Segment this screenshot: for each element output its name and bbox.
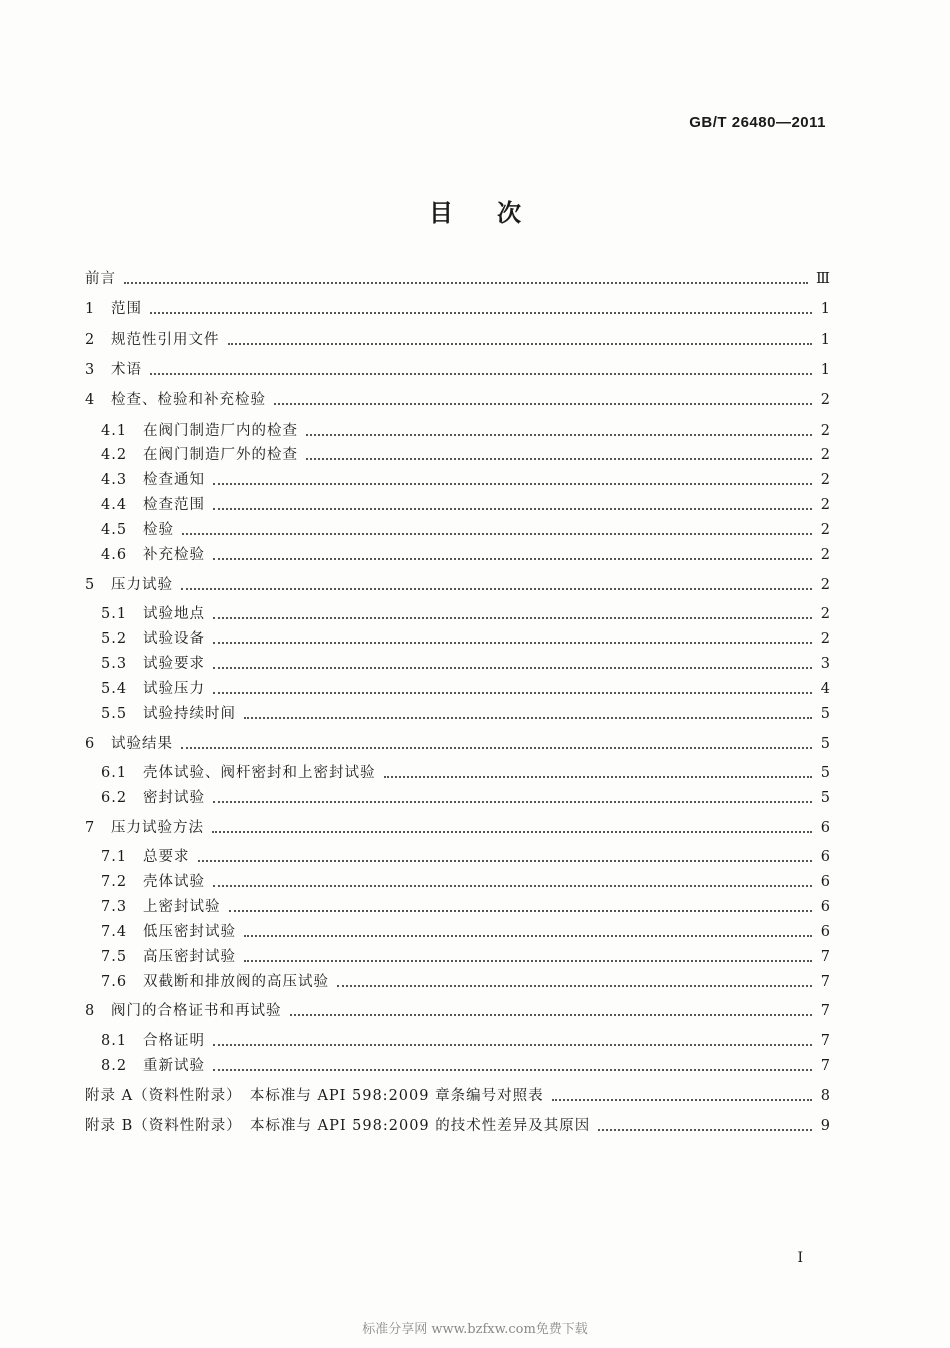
toc-entry-page: 2 [820, 497, 830, 513]
toc-entry-page: 5 [820, 706, 830, 722]
toc-entry[interactable] [85, 762, 830, 782]
toc-entry-number: 4.6 [101, 547, 128, 563]
toc-entry-page: 5 [820, 736, 830, 752]
toc-entry-number: 5.3 [101, 656, 128, 672]
toc-entry-page: 5 [820, 765, 830, 781]
dot-leader [213, 507, 812, 510]
toc-entry[interactable] [85, 494, 830, 514]
toc-entry-label: 壳体试验 [143, 874, 205, 890]
toc-entry-page: 1 [820, 362, 830, 378]
dot-leader [337, 984, 812, 987]
standard-number: GB/T 26480—2011 [689, 114, 826, 131]
toc-entry-number: 5 [85, 577, 96, 593]
toc-entry[interactable] [85, 544, 830, 564]
dot-leader [150, 372, 812, 375]
dot-leader [213, 482, 812, 485]
toc-entry-page: 3 [820, 656, 830, 672]
toc-entry-page: 2 [820, 631, 830, 647]
toc-entry-label: 在阀门制造厂外的检查 [143, 447, 298, 463]
toc-entry-label: 试验要求 [143, 656, 205, 672]
toc-entry-label: 总要求 [143, 849, 190, 865]
toc-entry-number: 4.2 [101, 447, 128, 463]
toc-entry-number: 4 [85, 392, 96, 408]
toc-entry-label: 试验结果 [111, 736, 173, 752]
toc-entry-page: 7 [820, 1003, 830, 1019]
toc-entry[interactable] [85, 329, 830, 349]
toc-entry-label: 重新试验 [143, 1058, 205, 1074]
toc-entry[interactable] [85, 444, 830, 464]
dot-leader [213, 800, 812, 803]
toc-entry-label: 规范性引用文件 [111, 332, 220, 348]
page-number: Ⅰ [797, 1250, 803, 1266]
toc-entry[interactable] [85, 1055, 830, 1075]
toc-entry[interactable] [85, 389, 830, 409]
dot-leader [229, 909, 813, 912]
dot-leader [244, 716, 812, 719]
dot-leader [552, 1098, 812, 1101]
dot-leader [213, 1068, 812, 1071]
toc-entry-page: 6 [820, 899, 830, 915]
toc-entry[interactable] [85, 678, 830, 698]
toc-entry-number: 7.2 [101, 874, 128, 890]
toc-entry-page: Ⅲ [816, 271, 830, 287]
watermark-footer: 标准分享网 www.bzfxw.com免费下载 [362, 1322, 588, 1337]
toc-entry-number: 4.3 [101, 472, 128, 488]
toc-entry-page: 2 [820, 392, 830, 408]
page-title: 目次 [429, 198, 565, 227]
toc-entry[interactable] [85, 268, 830, 288]
toc-entry-page: 2 [820, 606, 830, 622]
toc-entry-number: 5.4 [101, 681, 128, 697]
toc-entry-page: 7 [820, 1058, 830, 1074]
toc-entry[interactable] [85, 420, 830, 440]
toc-entry-page: 4 [820, 681, 830, 697]
toc-entry-label: 试验地点 [143, 606, 205, 622]
toc-entry-label: 试验持续时间 [143, 706, 236, 722]
toc-entry-number: 1 [85, 301, 96, 317]
toc-entry-label: 检验 [143, 522, 174, 538]
toc-entry-label: 压力试验方法 [111, 820, 204, 836]
toc-entry-page: 7 [820, 974, 830, 990]
dot-leader [306, 433, 812, 436]
toc-entry-page: 5 [820, 790, 830, 806]
toc-entry-label: 阀门的合格证书和再试验 [111, 1003, 282, 1019]
dot-leader [213, 884, 812, 887]
toc-entry-label: 前言 [85, 271, 116, 287]
dot-leader [182, 532, 812, 535]
toc-entry-number: 5.1 [101, 606, 128, 622]
toc-entry-number: 7.4 [101, 924, 128, 940]
toc-entry-page: 1 [820, 332, 830, 348]
toc-entry-label: 壳体试验、阀杆密封和上密封试验 [143, 765, 376, 781]
dot-leader [212, 830, 812, 833]
toc-entry-page: 2 [820, 522, 830, 538]
toc-entry-label: 合格证明 [143, 1033, 205, 1049]
toc-entry-page: 7 [820, 1033, 830, 1049]
dot-leader [228, 342, 813, 345]
toc-entry[interactable] [85, 896, 830, 916]
toc-entry-label: 附录 B（资料性附录） 本标准与 API 598:2009 的技术性差异及其原因 [85, 1118, 591, 1134]
toc-entry-number: 5.2 [101, 631, 128, 647]
dot-leader [213, 666, 812, 669]
toc-entry-label: 在阀门制造厂内的检查 [143, 423, 298, 439]
toc-entry-label: 补充检验 [143, 547, 205, 563]
dot-leader [213, 557, 812, 560]
toc-entry-label: 检查、检验和补充检验 [111, 392, 266, 408]
toc-entry[interactable] [85, 469, 830, 489]
toc-entry-number: 7.6 [101, 974, 128, 990]
toc-entry[interactable] [85, 817, 830, 837]
toc-entry-number: 7.1 [101, 849, 128, 865]
toc-entry[interactable] [85, 703, 830, 723]
toc-entry[interactable] [85, 946, 830, 966]
dot-leader [274, 402, 812, 405]
toc-entry-page: 2 [820, 577, 830, 593]
toc-entry[interactable] [85, 519, 830, 539]
toc-entry-number: 3 [85, 362, 96, 378]
toc-entry[interactable] [85, 1030, 830, 1050]
dot-leader [244, 934, 812, 937]
toc-entry[interactable] [85, 787, 830, 807]
toc-entry[interactable] [85, 653, 830, 673]
dot-leader [598, 1128, 812, 1131]
dot-leader [213, 616, 812, 619]
toc-entry-number: 2 [85, 332, 96, 348]
toc-entry-number: 7 [85, 820, 96, 836]
toc-entry-number: 7.3 [101, 899, 128, 915]
toc-entry-page: 8 [820, 1088, 830, 1104]
toc-entry-page: 6 [820, 924, 830, 940]
toc-entry[interactable] [85, 359, 830, 379]
dot-leader [198, 859, 813, 862]
toc-entry-page: 9 [820, 1118, 830, 1134]
toc-entry[interactable] [85, 298, 830, 318]
toc-entry-page: 2 [820, 447, 830, 463]
toc-entry-label: 高压密封试验 [143, 949, 236, 965]
toc-entry-page: 2 [820, 547, 830, 563]
dot-leader [150, 311, 812, 314]
toc-entry-label: 双截断和排放阀的高压试验 [143, 974, 329, 990]
toc-entry-page: 6 [820, 849, 830, 865]
dot-leader [124, 281, 808, 284]
toc-entry-number: 4.5 [101, 522, 128, 538]
dot-leader [213, 641, 812, 644]
dot-leader [181, 587, 812, 590]
toc-entry[interactable] [85, 871, 830, 891]
dot-leader [306, 457, 812, 460]
toc-entry-number: 8.2 [101, 1058, 128, 1074]
toc-entry-label: 上密封试验 [143, 899, 221, 915]
toc-entry-label: 试验压力 [143, 681, 205, 697]
toc-entry-number: 6.2 [101, 790, 128, 806]
toc-entry[interactable] [85, 971, 830, 991]
toc-entry-number: 6 [85, 736, 96, 752]
toc-entry-number: 4.4 [101, 497, 128, 513]
dot-leader [213, 1043, 812, 1046]
toc-entry-page: 6 [820, 820, 830, 836]
toc-entry-label: 低压密封试验 [143, 924, 236, 940]
toc-entry-page: 1 [820, 301, 830, 317]
dot-leader [213, 691, 812, 694]
toc-entry[interactable] [85, 603, 830, 623]
toc-entry-page: 7 [820, 949, 830, 965]
toc-entry-number: 4.1 [101, 423, 128, 439]
toc-entry-label: 检查通知 [143, 472, 205, 488]
toc-entry[interactable] [85, 1085, 830, 1105]
toc-entry-number: 8 [85, 1003, 96, 1019]
toc-entry[interactable] [85, 921, 830, 941]
toc-entry[interactable] [85, 574, 830, 594]
toc-entry-number: 7.5 [101, 949, 128, 965]
toc-entry[interactable] [85, 628, 830, 648]
dot-leader [244, 959, 812, 962]
toc-entry-number: 6.1 [101, 765, 128, 781]
toc-entry-page: 2 [820, 472, 830, 488]
toc-entry-label: 压力试验 [111, 577, 173, 593]
toc-entry[interactable] [85, 733, 830, 753]
toc-entry[interactable] [85, 846, 830, 866]
dot-leader [181, 746, 812, 749]
dot-leader [384, 775, 813, 778]
toc-entry-page: 2 [820, 423, 830, 439]
toc-entry-label: 检查范围 [143, 497, 205, 513]
toc-entry-label: 附录 A（资料性附录） 本标准与 API 598:2009 章条编号对照表 [85, 1088, 544, 1104]
toc-entry-label: 术语 [111, 362, 142, 378]
toc-entry-number: 5.5 [101, 706, 128, 722]
toc-entry[interactable] [85, 1000, 830, 1020]
toc-entry-label: 范围 [111, 301, 142, 317]
toc-entry-label: 试验设备 [143, 631, 205, 647]
dot-leader [290, 1013, 813, 1016]
toc-entry-label: 密封试验 [143, 790, 205, 806]
toc-entry-page: 6 [820, 874, 830, 890]
toc-entry-number: 8.1 [101, 1033, 128, 1049]
toc-entry[interactable] [85, 1115, 830, 1135]
